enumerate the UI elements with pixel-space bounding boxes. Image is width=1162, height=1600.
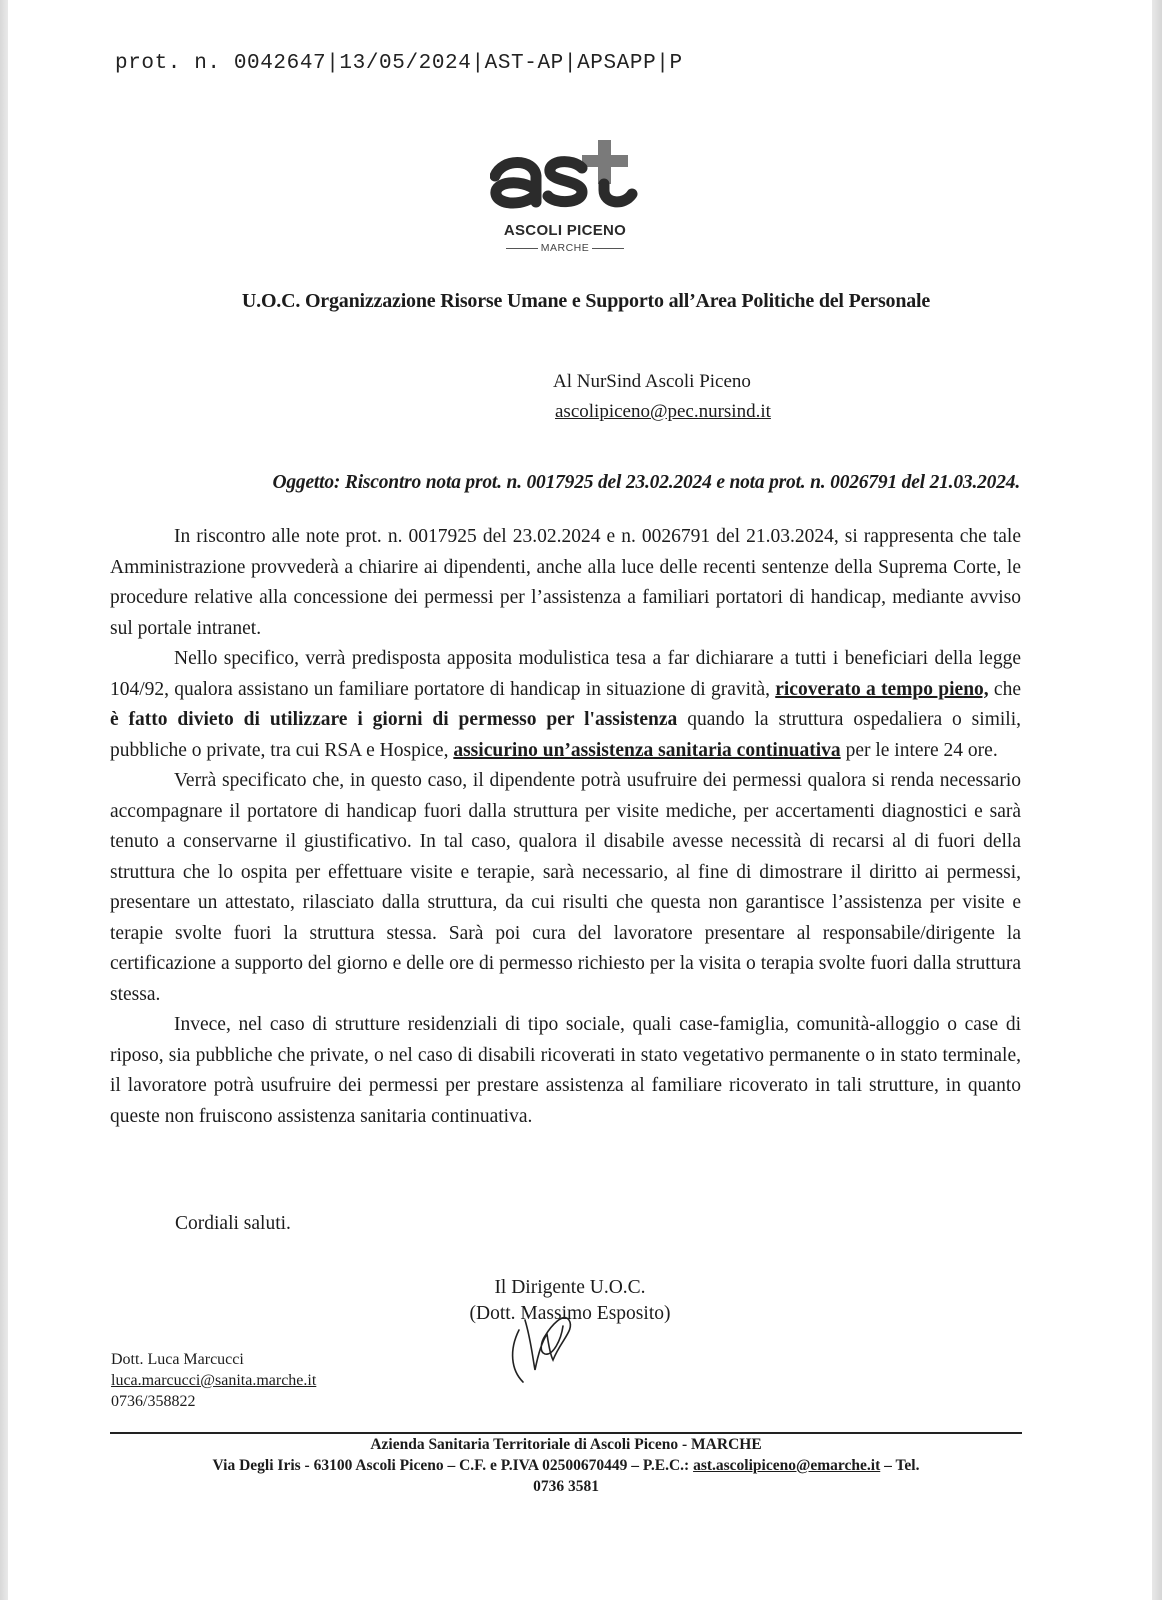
recipient-email-link[interactable]: ascolipiceno@pec.nursind.it bbox=[555, 401, 771, 422]
signatory-name: (Dott. Massimo Esposito) bbox=[469, 1303, 671, 1324]
paragraph-2-text-g: per le intere 24 ore. bbox=[840, 739, 998, 761]
logo-region-text: MARCHE bbox=[540, 242, 590, 254]
footer-org-name: Azienda Sanitaria Territoriale di Ascoli Piceno - MARCHE bbox=[370, 1436, 762, 1453]
paragraph-3: Verrà specificato che, in questo caso, il dipendente potrà usufruire dei permessi qualora si renda necessario accompagnare il portatore di handicap fuori dalla struttura per visite mediche, per accertamenti diagnostici e sarà tenuto a conservarne il giustificativo. In tal caso, qualora il disabile avesse necessità di recarsi al di fuori della struttura che lo ospita per effettuare visite e terapie, sarà necessario, al fine di dimostrare il diritto ai permessi, presentare un attestato, rilasciato dalla struttura, da cui risulti che questa non garantisce l’assistenza per visite e terapie svolte fuori la struttura stessa. Sarà poi cura del lavoratore presentare al responsabile/dirigente la certificazione a supporto del giorno e delle ore di permesso richiesto per la visita o terapia svolte fuori dalla struttura stessa. bbox=[110, 770, 1021, 1005]
paragraph-2 bbox=[110, 644, 1021, 766]
footer bbox=[110, 1434, 1022, 1497]
recipient-name: Al NurSind Ascoli Piceno bbox=[553, 371, 751, 392]
logo-letter-s bbox=[548, 162, 582, 202]
logo-city: ASCOLI PICENO bbox=[503, 222, 627, 239]
closing-salutation: Cordiali saluti. bbox=[175, 1213, 291, 1234]
handwritten-signature-icon bbox=[505, 1300, 585, 1390]
logo-letter-a bbox=[495, 163, 536, 204]
page-edge-left bbox=[0, 0, 8, 1600]
letter-body bbox=[110, 522, 1021, 1132]
protocol-stamp: prot. n. 0042647|13/05/2024|AST-AP|APSAPP|P bbox=[115, 52, 683, 75]
footer-pec-email-link[interactable]: ast.ascolipiceno@emarche.it bbox=[693, 1457, 881, 1474]
paragraph-1: In riscontro alle note prot. n. 0017925 del 23.02.2024 e n. 0026791 del 21.03.2024, si rappresenta che tale Amministrazione provvederà a chiarire ai dipendenti, anche alla luce delle recenti sentenze della Suprema Corte, le procedure relative alla concessione dei permessi per l’assistenza a familiari portatori di handicap, mediante avviso sul portale intranet. bbox=[110, 526, 1021, 639]
author-phone: 0736/358822 bbox=[111, 1393, 196, 1410]
ast-logo-mark-icon bbox=[490, 138, 640, 223]
signatory-role: Il Dirigente U.O.C. bbox=[494, 1277, 646, 1298]
logo-divider-left bbox=[506, 248, 538, 249]
paragraph-2-emphasis-ricoverato: ricoverato a tempo pieno, bbox=[775, 678, 989, 700]
footer-address bbox=[110, 1455, 1022, 1476]
footer-address-text: Via Degli Iris - 63100 Ascoli Piceno – C.F. e P.IVA 02500670449 – P.E.C.: bbox=[212, 1457, 694, 1474]
paragraph-2-text-c: che bbox=[988, 678, 1021, 700]
office-heading: U.O.C. Organizzazione Risorse Umane e Supporto all’Area Politiche del Personale bbox=[241, 290, 931, 312]
author-block bbox=[111, 1349, 316, 1412]
paragraph-2-emphasis-assistenza: assicurino un’assistenza sanitaria continuativa bbox=[453, 739, 841, 761]
paragraph-2-text-e: quando la struttura ospedaliera o simili, pubbliche o private, tra cui RSA e Hospice, bbox=[110, 709, 1021, 761]
footer-tel-label: – Tel. bbox=[880, 1457, 920, 1474]
author-email-link[interactable]: luca.marcucci@sanita.marche.it bbox=[111, 1372, 317, 1389]
page-edge-right bbox=[1152, 0, 1162, 1600]
logo-region bbox=[490, 242, 640, 254]
ast-logo bbox=[490, 138, 690, 263]
author-name: Dott. Luca Marcucci bbox=[111, 1351, 244, 1368]
paragraph-4: Invece, nel caso di strutture residenziali di tipo sociale, quali case-famiglia, comunità-alloggio o case di riposo, sia pubbliche che private, o nel caso di disabili ricoverati in stato vegetativo permanente o in stato terminale, il lavoratore potrà usufruire dei permessi per prestare assistenza al familiare ricoverato in tali strutture, in quanto queste non fruiscono assistenza sanitaria continuativa. bbox=[110, 1014, 1021, 1127]
logo-letter-t bbox=[604, 184, 632, 202]
paragraph-2-emphasis-divieto: è fatto divieto di utilizzare i giorni di permesso per l'assistenza bbox=[110, 709, 678, 730]
subject-line: Oggetto: Riscontro nota prot. n. 0017925 del 23.02.2024 e nota prot. n. 0026791 del 21.03.2024. bbox=[272, 472, 1020, 493]
recipient-block bbox=[553, 367, 771, 427]
logo-divider-right bbox=[592, 248, 624, 249]
footer-phone: 0736 3581 bbox=[533, 1478, 599, 1495]
logo-cross-horizontal bbox=[582, 155, 628, 167]
paragraph-2-text-a: Nello specifico, verrà predisposta apposita modulistica tesa a far dichiarare a tutti i beneficiari della legge 104/92, qualora assistano un familiare portatore di handicap in situazione di gravità, bbox=[110, 648, 1021, 700]
